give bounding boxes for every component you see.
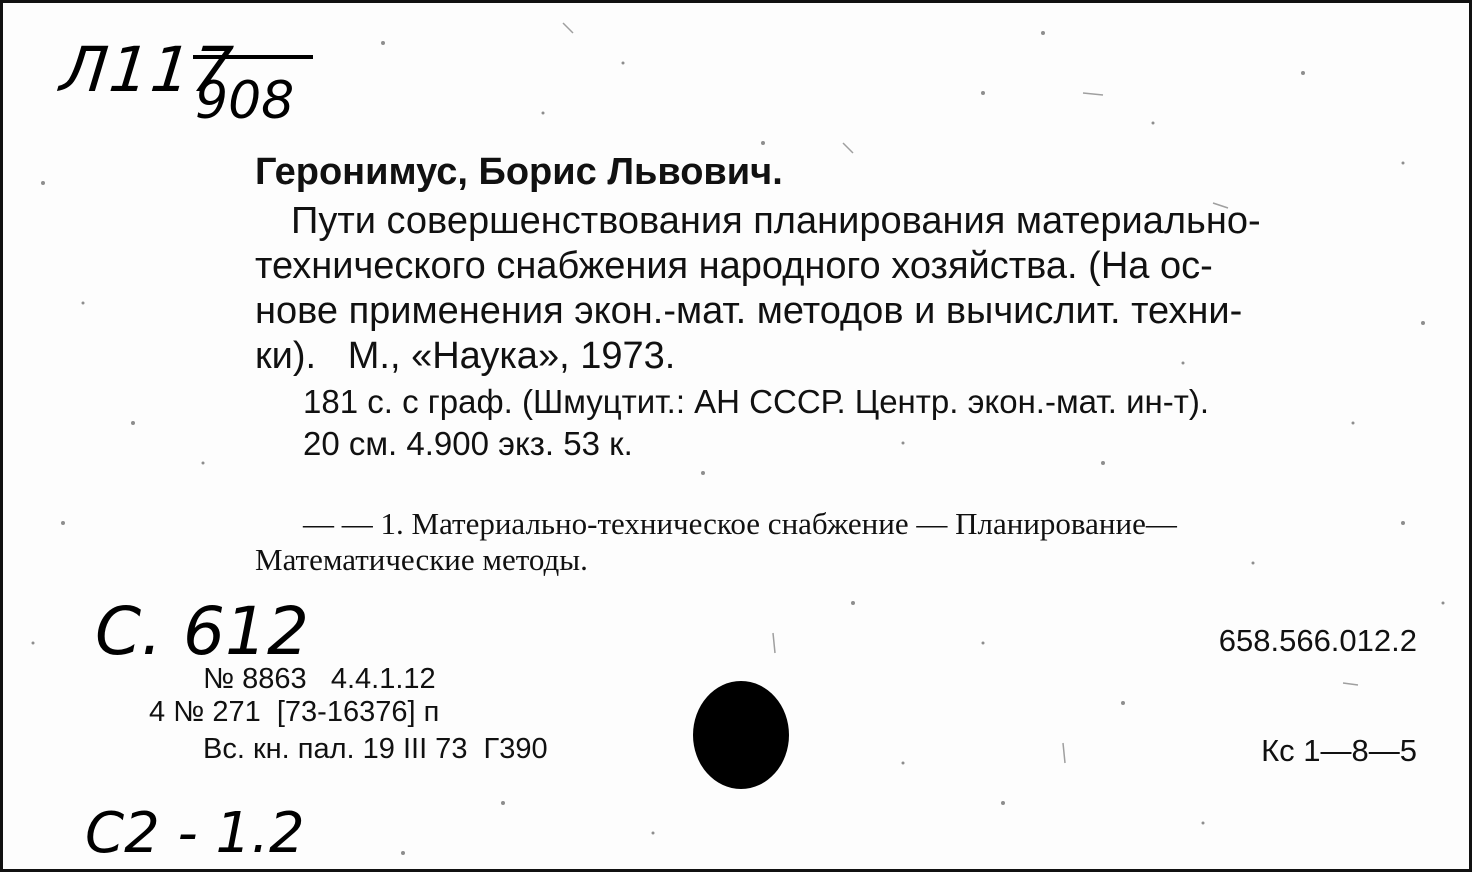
registry-line3: Вс. кн. пал. 19 III 73 Г390 <box>203 733 548 765</box>
registry-line2: 4 № 271 [73-16376] п <box>149 696 440 728</box>
title-line: Пути совершенствования планирования материально- <box>291 200 1261 242</box>
subject-tracing <box>255 506 1177 578</box>
title-line: нове применения экон.-мат. методов и вычислит. техни- <box>255 290 1243 332</box>
call-number-line2: 908 <box>195 71 295 131</box>
title-line: технического снабжения народного хозяйства. (На ос- <box>255 245 1213 287</box>
registry-line1: № 8863 4.4.1.12 <box>203 663 436 695</box>
handwritten-c2: С2 - 1.2 <box>85 801 305 866</box>
collation-line: 181 с. с граф. (Шмуцтит.: АН СССР. Центр. экон.-мат. ин-т). <box>303 383 1209 420</box>
subject-line: — — 1. Материально-техническое снабжение — Планирование— <box>303 506 1177 541</box>
subject-line: Математические методы. <box>255 542 588 577</box>
call-number-line1: Л117 <box>57 33 238 106</box>
title-line: ки). М., «Наука», 1973. <box>255 335 676 377</box>
collation-block <box>303 381 1209 465</box>
punch-hole <box>693 681 789 789</box>
kc-number: Кс 1—8—5 <box>1261 733 1417 768</box>
collation-line: 20 см. 4.900 экз. 53 к. <box>303 425 633 462</box>
udc-number: 658.566.012.2 <box>1218 623 1417 658</box>
handwritten-c612: С. 612 <box>95 593 310 670</box>
title-block <box>255 199 1261 379</box>
author-heading: Геронимус, Борис Львович. <box>255 151 783 193</box>
